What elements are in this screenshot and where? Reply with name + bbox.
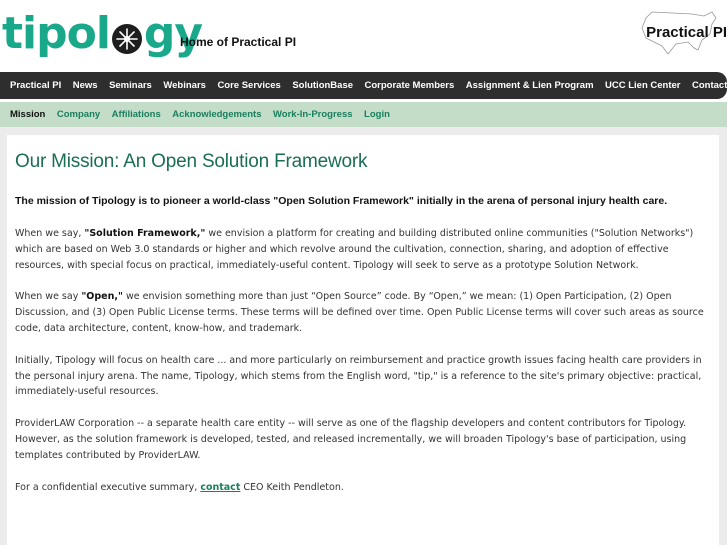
- p2-term: "Open,": [81, 291, 123, 303]
- sub-nav-affiliations[interactable]: Affiliations: [111, 109, 161, 120]
- page-title: Our Mission: An Open Solution Framework: [15, 151, 368, 172]
- paragraph-contact: [15, 480, 711, 496]
- paragraph-solution-framework: [15, 226, 711, 273]
- p1-text: we envision a platform for creating and building distributed online communities ("Solution Networks") which are based on Web 3.0 standards or higher and which revolve around the cultivation, connection, sharing, and adoption of effective resources, with special focus on practical, immediately-useful content. Tipology will seek to serve as a prototype Solution Network.: [15, 228, 694, 271]
- top-nav-news[interactable]: News: [72, 80, 98, 91]
- top-nav-webinars[interactable]: Webinars: [163, 80, 206, 91]
- paragraph-health-care: Initially, Tipology will focus on health care ... and more particularly on reimbursement and practice growth issues facing health care providers in the personal injury arena. The name, Tipology, which stems from the English word, "tip," is a reference to the site's primary objective: practical, immediately-useful resources.: [15, 354, 702, 398]
- top-nav-core-services[interactable]: Core Services: [217, 80, 281, 91]
- sub-nav-company[interactable]: Company: [56, 109, 101, 120]
- p1-term: "Solution Framework,": [84, 228, 206, 239]
- brand-label: Practical PI: [646, 24, 727, 41]
- top-nav-contact[interactable]: Contact: [692, 80, 727, 91]
- sub-nav-acknowledgements[interactable]: Acknowledgements: [172, 109, 262, 120]
- sub-nav-login[interactable]: Login: [364, 109, 390, 120]
- page-background: [0, 127, 727, 545]
- p1-intro: When we say,: [15, 228, 85, 239]
- p5-intro: For a confidential executive summary,: [15, 481, 201, 493]
- main-content: [7, 135, 719, 545]
- paragraph-providerlaw: ProviderLAW Corporation -- a separate health care entity -- will serve as one of the flagship developers and content contributors for Tipology. However, as the solution framework is developed, tested, and released incrementally, we will broaden Tipology's base of participation, using templates contributed by ProviderLAW.: [15, 418, 687, 461]
- sub-nav-work-in-progress[interactable]: Work-In-Progress: [272, 109, 353, 120]
- compass-star-icon: [112, 24, 142, 54]
- mission-statement: The mission of Tipology is to pioneer a world-class "Open Solution Framework" initially in the arena of personal injury health care.: [15, 195, 668, 207]
- tagline: Home of Practical PI: [180, 35, 297, 49]
- top-nav-solutionbase[interactable]: SolutionBase: [292, 80, 354, 91]
- top-nav-assignment-lien[interactable]: Assignment & Lien Program: [465, 80, 594, 91]
- contact-link[interactable]: contact: [200, 481, 241, 493]
- practical-pi-brand[interactable]: [632, 8, 727, 58]
- p2-intro: When we say: [15, 291, 82, 303]
- top-nav-practical-pi[interactable]: Practical PI: [10, 80, 62, 91]
- p2-text: we envision something more than just “Open Source” code. By “Open,” we mean: (1) Open Participation, (2) Open Discussion, and (3) Open Public License terms. These terms will be defined over time. Open Public License terms will cover such areas as source code, data architecture, content, know-how, and trademark.: [15, 291, 704, 334]
- top-nav-seminars[interactable]: Seminars: [109, 80, 152, 91]
- logo-text-start: tipol: [2, 8, 110, 59]
- sub-nav-mission[interactable]: Mission: [10, 109, 46, 120]
- p5-text: CEO Keith Pendleton.: [240, 481, 344, 493]
- logo-text-end: gy: [143, 8, 203, 59]
- site-header: [0, 0, 727, 72]
- sub-nav: [0, 102, 727, 127]
- tipology-logo[interactable]: [2, 6, 202, 62]
- top-nav: [0, 72, 727, 99]
- paragraph-open: [15, 289, 711, 336]
- top-nav-ucc-lien-center[interactable]: UCC Lien Center: [605, 80, 681, 91]
- top-nav-corporate-members[interactable]: Corporate Members: [364, 80, 455, 91]
